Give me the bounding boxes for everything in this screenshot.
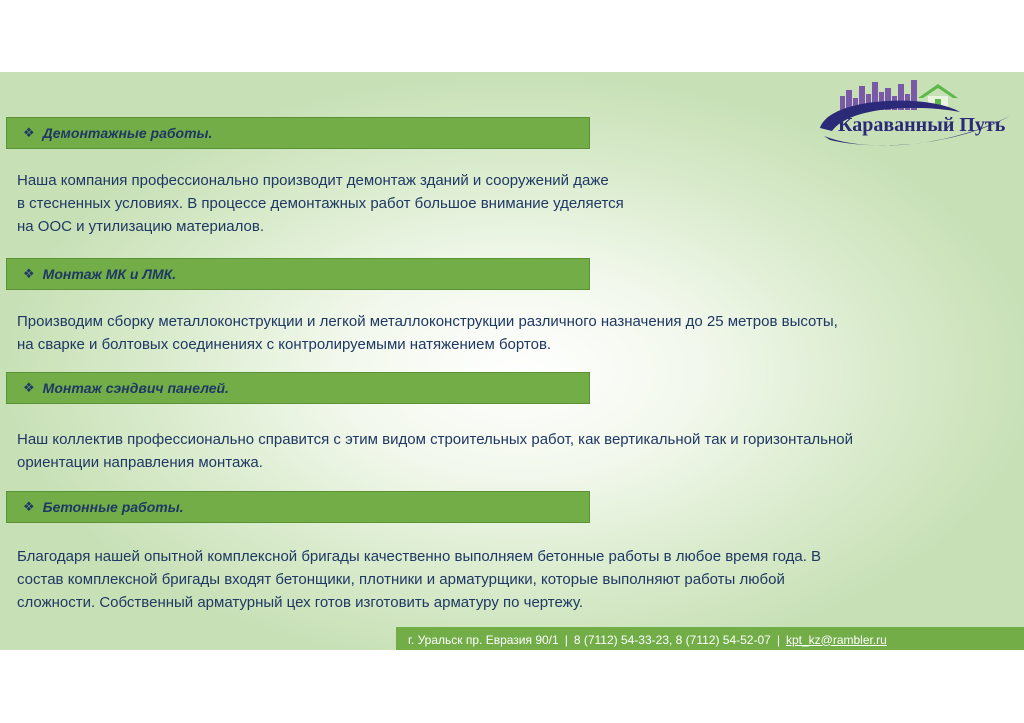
footer-phones: 8 (7112) 54-33-23, 8 (7112) 54-52-07 — [573, 632, 771, 647]
section-title: Монтаж МК и ЛМК. — [42, 266, 177, 282]
diamond-bullet-icon: ❖ — [23, 266, 35, 281]
section-text-metal-structures: Производим сборку металлоконструкции и легкой металлоконструкции различного назначения до 25 метров высоты, на сварке и болтовых соединениях с контролируемыми натяжением бортов. — [17, 313, 838, 353]
diamond-bullet-icon: ❖ — [23, 125, 35, 140]
section-header-metal-structures — [6, 258, 590, 290]
diamond-bullet-icon: ❖ — [23, 499, 35, 514]
footer-email-link[interactable]: kpt_kz@rambler.ru — [785, 632, 887, 647]
section-title: Демонтажные работы. — [42, 125, 213, 141]
section-header-concrete — [6, 491, 590, 523]
slide — [0, 72, 1024, 650]
company-logo — [810, 76, 1020, 166]
section-text-demolition: Наша компания профессионально производит демонтаж зданий и сооружений даже в стесненных условиях. В процессе демонтажных работ большое внимание уделяется на ООС и утилизацию материалов. — [17, 172, 624, 235]
section-title: Монтаж сэндвич панелей. — [42, 380, 229, 396]
section-header-demolition — [6, 117, 590, 149]
logo-text: Караванный Путь — [838, 114, 1006, 136]
contact-footer — [396, 627, 1024, 650]
section-text-concrete: Благодаря нашей опытной комплексной бригады качественно выполняем бетонные работы в любое время года. В состав комплексной бригады входят бетонщики, плотники и арматурщики, которые выполняют работы любой сложности. Собственный арматурный цех готов изготовить арматуру по чертежу. — [17, 548, 822, 611]
section-text-sandwich-panels: Наш коллектив профессионально справится с этим видом строительных работ, как вертикальной так и горизонтальной ориентации направления монтажа. — [17, 431, 854, 471]
section-title: Бетонные работы. — [42, 499, 184, 515]
diamond-bullet-icon: ❖ — [23, 380, 35, 395]
footer-address: г. Уральск пр. Евразия 90/1 — [408, 632, 559, 647]
footer-separator: | — [776, 632, 780, 647]
section-header-sandwich-panels — [6, 372, 590, 404]
footer-separator: | — [564, 632, 568, 647]
